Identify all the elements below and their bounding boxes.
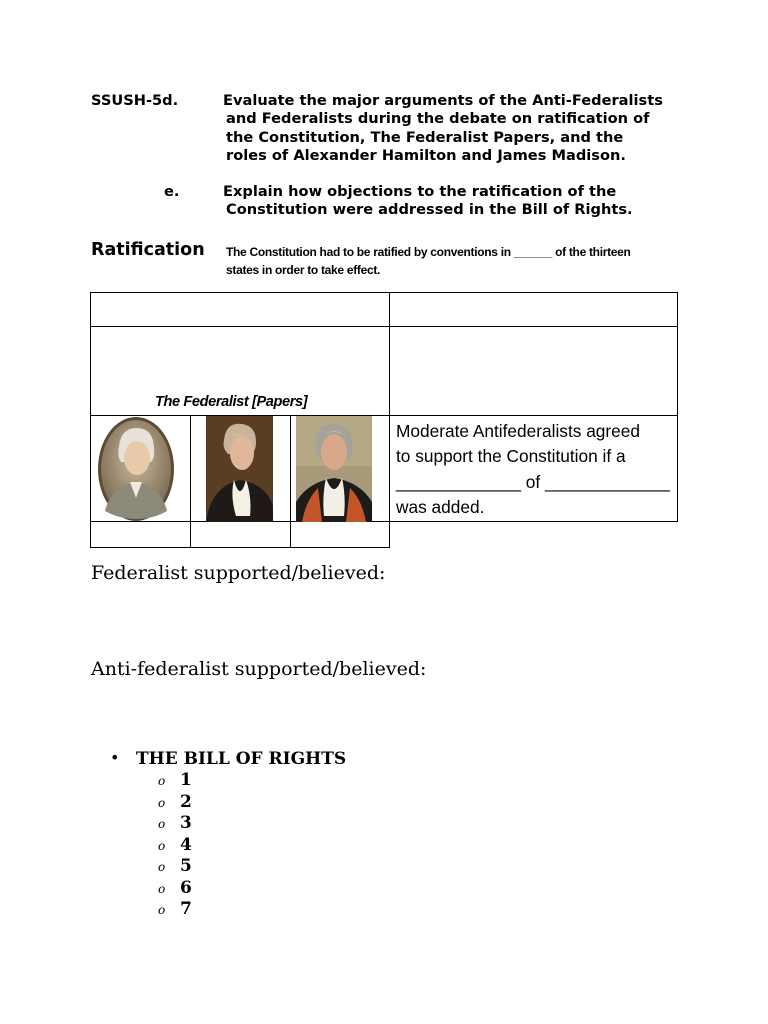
circle-bullet-icon: o — [158, 881, 166, 896]
moderate-line: was added. — [396, 496, 485, 517]
anti-federalist-heading: Anti-federalist supported/believed: — [91, 658, 427, 680]
list-item-number: 1 — [180, 770, 192, 790]
list-item-number: 6 — [180, 877, 192, 898]
standard-e-line: Explain how objections to the ratification of the — [223, 183, 617, 200]
list-item-number: 4 — [180, 834, 192, 855]
table-cell-right-middle[interactable] — [389, 326, 678, 416]
circle-bullet-icon: o — [158, 903, 166, 917]
list-item-number: 3 — [180, 813, 192, 833]
standard-e-text — [223, 183, 693, 220]
circle-bullet-icon: o — [158, 817, 166, 831]
federalist-papers-caption: The Federalist [Papers] — [155, 394, 308, 410]
table-cell-left-top[interactable] — [90, 292, 390, 327]
circle-bullet-icon: o — [158, 774, 166, 788]
circle-bullet-icon: o — [158, 838, 166, 853]
standard-e-line: Constitution were addressed in the Bill of Rights. — [226, 201, 633, 219]
moderate-line: Moderate Antifederalists agreed — [396, 421, 641, 441]
bullet-icon: • — [110, 748, 120, 767]
madison-portrait — [97, 416, 175, 522]
name-cell-3[interactable] — [290, 521, 390, 548]
standard-d-line: the Constitution, The Federalist Papers, and the — [226, 128, 624, 146]
standard-d-line: roles of Alexander Hamilton and James Madison. — [226, 147, 626, 165]
table-cell-right-top[interactable] — [389, 292, 678, 327]
ratification-heading: Ratification — [91, 240, 205, 260]
circle-bullet-icon: o — [158, 860, 166, 874]
ratification-line: states in order to take effect. — [226, 262, 381, 277]
federalist-heading: Federalist supported/believed: — [91, 562, 386, 584]
jay-portrait — [296, 416, 372, 522]
name-cell-2[interactable] — [190, 521, 291, 548]
standard-d-line: Evaluate the major arguments of the Anti-Federalists — [223, 92, 663, 109]
standard-d-text — [223, 92, 693, 166]
ratification-line: The Constitution had to be ratified by conventions in ______ of the thirteen — [226, 245, 631, 259]
list-item-number: 5 — [180, 856, 192, 876]
standard-code: SSUSH-5d. — [91, 92, 179, 109]
standard-e-letter: e. — [164, 183, 180, 200]
list-item-number: 2 — [180, 791, 192, 812]
bill-of-rights-title: THE BILL OF RIGHTS — [136, 749, 347, 769]
standard-d-line: and Federalists during the debate on ratification of — [226, 110, 650, 128]
ratification-prompt — [226, 244, 686, 279]
moderate-antifederalists-text — [396, 419, 676, 520]
name-cell-1[interactable] — [90, 521, 191, 548]
hamilton-portrait — [206, 416, 273, 522]
moderate-line: _____________ of _____________ — [396, 471, 670, 492]
list-item-number: 7 — [180, 899, 192, 919]
circle-bullet-icon: o — [158, 795, 166, 810]
moderate-line: to support the Constitution if a — [396, 446, 626, 467]
